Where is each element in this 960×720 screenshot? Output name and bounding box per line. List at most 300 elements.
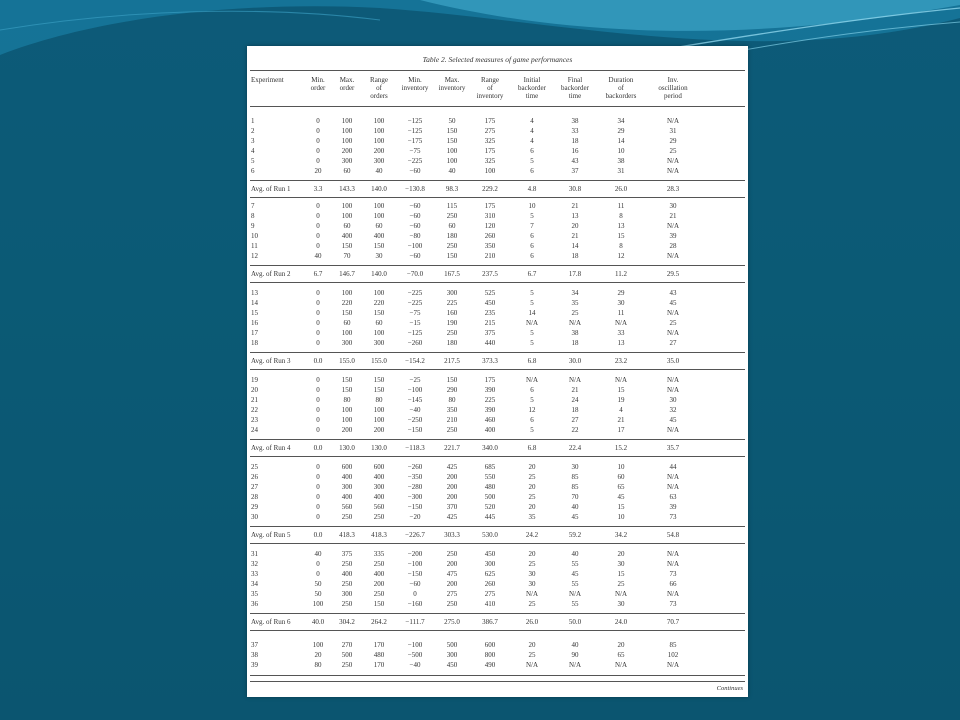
cell-inv-oscillation: 39 [669, 231, 677, 240]
cell-initial-backorder: 20 [528, 550, 536, 558]
cell-inv-oscillation: 21 [669, 211, 677, 220]
cell-min-inventory: −100 [407, 385, 423, 394]
cell-max-order: 400 [341, 472, 353, 481]
cell-min-inventory: −100 [407, 559, 423, 568]
cell-range-inventory: 390 [484, 385, 496, 394]
cell-final-backorder: 16 [571, 146, 579, 155]
cell-min-order: 0 [316, 211, 320, 220]
cell-inv-oscillation: 44 [669, 463, 677, 471]
cell-initial-backorder: 4 [530, 126, 534, 135]
cell-range-inventory: 685 [484, 463, 496, 471]
cell-range-orders: 150 [373, 308, 385, 317]
avg-min-order: 0.0 [313, 357, 323, 366]
cell-experiment: 27 [251, 482, 258, 491]
cell-range-orders: 150 [373, 241, 385, 250]
avg-final-backorder: 22.4 [568, 444, 582, 453]
cell-max-order: 250 [341, 660, 353, 669]
cell-duration-backorders: 25 [617, 579, 625, 588]
avg-rule [250, 456, 745, 457]
cell-duration-backorders: 19 [617, 395, 625, 404]
cell-experiment: 30 [251, 512, 258, 521]
cell-experiment: 36 [251, 599, 258, 608]
cell-max-inventory: 300 [446, 650, 458, 659]
cell-range-inventory: 450 [484, 298, 496, 307]
cell-min-inventory: −75 [409, 308, 421, 317]
cell-experiment: 4 [251, 146, 255, 155]
cell-experiment: 18 [251, 338, 258, 347]
cell-max-inventory: 200 [446, 579, 458, 588]
cell-final-backorder: 30 [571, 463, 579, 471]
col-header-min-order: Min. order [310, 76, 326, 93]
cell-final-backorder: 18 [571, 338, 579, 347]
cell-inv-oscillation: N/A [666, 550, 680, 558]
cell-initial-backorder: 6 [530, 231, 534, 240]
cell-final-backorder: 90 [571, 650, 579, 659]
cell-range-inventory: 400 [484, 425, 496, 434]
cell-inv-oscillation: N/A [666, 482, 680, 491]
cell-max-order: 560 [341, 502, 353, 511]
avg-max-inventory: 167.5 [444, 270, 460, 279]
cell-inv-oscillation: 25 [669, 146, 677, 155]
cell-min-inventory: −80 [409, 231, 421, 240]
cell-inv-oscillation: N/A [666, 660, 680, 669]
cell-final-backorder: 14 [571, 241, 579, 250]
cell-initial-backorder: 5 [530, 425, 534, 434]
cell-min-order: 0 [316, 415, 320, 424]
cell-final-backorder: 55 [571, 559, 579, 568]
cell-min-inventory: −300 [407, 492, 423, 501]
cell-range-orders: 100 [373, 202, 385, 210]
col-header-duration-backorders: Duration of backorders [605, 76, 637, 101]
cell-inv-oscillation: 66 [669, 579, 677, 588]
cell-range-inventory: 225 [484, 395, 496, 404]
cell-max-inventory: 40 [448, 166, 456, 175]
cell-range-orders: 300 [373, 482, 385, 491]
cell-max-order: 100 [341, 328, 353, 337]
cell-min-order: 100 [312, 599, 324, 608]
group-rule [250, 352, 745, 353]
avg-range-orders: 140.0 [371, 270, 387, 279]
cell-final-backorder: 35 [571, 298, 579, 307]
cell-final-backorder: N/A [568, 589, 582, 598]
cell-final-backorder: 24 [571, 395, 579, 404]
cell-inv-oscillation: 25 [669, 318, 677, 327]
cell-duration-backorders: N/A [614, 376, 628, 384]
cell-max-order: 400 [341, 231, 353, 240]
cell-duration-backorders: 11 [617, 202, 625, 210]
cell-max-order: 150 [341, 385, 353, 394]
cell-duration-backorders: 29 [617, 126, 625, 135]
cell-duration-backorders: 13 [617, 338, 625, 347]
cell-min-inventory: −225 [407, 289, 423, 297]
cell-final-backorder: 18 [571, 136, 579, 145]
cell-experiment: 5 [251, 156, 255, 165]
cell-initial-backorder: 5 [530, 328, 534, 337]
col-header-range-orders: Range of orders [370, 76, 388, 101]
cell-final-backorder: 20 [571, 221, 579, 230]
cell-max-order: 150 [341, 308, 353, 317]
cell-min-order: 0 [316, 318, 320, 327]
avg-rule [250, 630, 745, 631]
table-caption: Table 2. Selected measures of game performances [422, 55, 573, 64]
cell-min-order: 50 [314, 579, 322, 588]
cell-min-order: 0 [316, 482, 320, 491]
cell-inv-oscillation: 32 [669, 405, 677, 414]
cell-max-order: 100 [341, 117, 353, 125]
cell-max-order: 200 [341, 425, 353, 434]
avg-range-orders: 140.0 [371, 185, 387, 194]
cell-final-backorder: 22 [571, 425, 579, 434]
cell-experiment: 22 [251, 405, 258, 414]
cell-experiment: 13 [251, 289, 258, 297]
cell-range-inventory: 300 [484, 559, 496, 568]
cell-duration-backorders: 15 [617, 385, 625, 394]
cell-min-order: 0 [316, 126, 320, 135]
avg-rule [250, 197, 745, 198]
cell-experiment: 24 [251, 425, 258, 434]
cell-max-order: 100 [341, 211, 353, 220]
cell-inv-oscillation: N/A [666, 156, 680, 165]
cell-min-inventory: −60 [409, 202, 421, 210]
cell-min-order: 0 [316, 289, 320, 297]
cell-initial-backorder: N/A [525, 376, 539, 384]
cell-final-backorder: 25 [571, 308, 579, 317]
cell-max-inventory: 350 [446, 405, 458, 414]
cell-min-order: 0 [316, 156, 320, 165]
cell-max-inventory: 250 [446, 241, 458, 250]
cell-range-orders: 100 [373, 126, 385, 135]
avg-final-backorder: 30.0 [568, 357, 582, 366]
cell-range-orders: 100 [373, 328, 385, 337]
cell-min-order: 20 [314, 166, 322, 175]
cell-max-inventory: 250 [446, 550, 458, 558]
cell-max-order: 250 [341, 579, 353, 588]
cell-min-order: 0 [316, 231, 320, 240]
cell-range-orders: 250 [373, 589, 385, 598]
cell-min-inventory: −280 [407, 482, 423, 491]
cell-range-inventory: 260 [484, 579, 496, 588]
avg-duration-backorders: 24.0 [614, 618, 628, 627]
cell-range-orders: 150 [373, 599, 385, 608]
table-bottom-rule [250, 681, 745, 682]
cell-min-inventory: −145 [407, 395, 423, 404]
cell-initial-backorder: 12 [528, 405, 536, 414]
cell-experiment: 25 [251, 463, 258, 471]
avg-inv-oscillation: 70.7 [666, 618, 680, 627]
cell-duration-backorders: 34 [617, 117, 625, 125]
cell-final-backorder: 43 [571, 156, 579, 165]
cell-duration-backorders: 60 [617, 472, 625, 481]
cell-experiment: 11 [251, 241, 258, 250]
col-header-max-inventory: Max. inventory [438, 76, 466, 93]
cell-range-inventory: 520 [484, 502, 496, 511]
cell-range-orders: 100 [373, 289, 385, 297]
cell-max-order: 250 [341, 559, 353, 568]
cell-min-order: 0 [316, 202, 320, 210]
cell-inv-oscillation: 102 [667, 650, 679, 659]
cell-min-order: 0 [316, 512, 320, 521]
avg-duration-backorders: 26.0 [614, 185, 628, 194]
cell-min-order: 0 [316, 463, 320, 471]
avg-min-inventory: −130.8 [405, 185, 425, 194]
avg-duration-backorders: 23.2 [614, 357, 628, 366]
cell-min-inventory: −150 [407, 569, 423, 578]
cell-inv-oscillation: 30 [669, 395, 677, 404]
group-rule [250, 180, 745, 181]
avg-rule [250, 543, 745, 544]
cell-initial-backorder: 25 [528, 492, 536, 501]
avg-duration-backorders: 15.2 [614, 444, 628, 453]
cell-final-backorder: 21 [571, 385, 579, 394]
cell-max-inventory: 190 [446, 318, 458, 327]
cell-max-inventory: 250 [446, 211, 458, 220]
cell-experiment: 28 [251, 492, 258, 501]
cell-max-inventory: 100 [446, 156, 458, 165]
cell-duration-backorders: 8 [619, 241, 623, 250]
cell-max-order: 60 [343, 221, 351, 230]
cell-experiment: 6 [251, 166, 255, 175]
cell-range-orders: 80 [375, 395, 383, 404]
col-header-min-inventory: Min. inventory [401, 76, 429, 93]
cell-min-order: 0 [316, 117, 320, 125]
cell-duration-backorders: N/A [614, 318, 628, 327]
cell-range-orders: 600 [373, 463, 385, 471]
avg-max-inventory: 98.3 [445, 185, 459, 194]
cell-min-order: 0 [316, 502, 320, 511]
cell-min-inventory: −100 [407, 241, 423, 250]
cell-range-inventory: 325 [484, 156, 496, 165]
cell-final-backorder: 18 [571, 251, 579, 260]
avg-range-inventory: 530.0 [482, 531, 498, 540]
cell-max-inventory: 425 [446, 512, 458, 521]
cell-max-order: 60 [343, 318, 351, 327]
cell-inv-oscillation: N/A [666, 166, 680, 175]
avg-range-inventory: 237.5 [482, 270, 498, 279]
col-header-max-order: Max. order [339, 76, 355, 93]
avg-row-label: Avg. of Run 3 [251, 357, 291, 366]
col-header-range-inventory: Range of inventory [476, 76, 504, 101]
cell-range-inventory: 800 [484, 650, 496, 659]
cell-inv-oscillation: 29 [669, 136, 677, 145]
cell-initial-backorder: 4 [530, 117, 534, 125]
cell-range-inventory: 480 [484, 482, 496, 491]
cell-duration-backorders: 21 [617, 415, 625, 424]
cell-min-inventory: −200 [407, 550, 423, 558]
cell-max-inventory: 50 [448, 117, 456, 125]
cell-range-orders: 30 [375, 251, 383, 260]
avg-initial-backorder: 24.2 [525, 531, 539, 540]
cell-min-order: 0 [316, 298, 320, 307]
cell-max-order: 400 [341, 569, 353, 578]
cell-experiment: 8 [251, 211, 255, 220]
avg-min-inventory: −154.2 [405, 357, 425, 366]
cell-initial-backorder: 5 [530, 338, 534, 347]
cell-range-orders: 60 [375, 221, 383, 230]
cell-max-order: 300 [341, 338, 353, 347]
avg-row-label: Avg. of Run 2 [251, 270, 291, 279]
cell-experiment: 39 [251, 660, 258, 669]
cell-range-inventory: 235 [484, 308, 496, 317]
cell-experiment: 7 [251, 202, 255, 210]
cell-max-order: 375 [341, 550, 353, 558]
cell-final-backorder: N/A [568, 660, 582, 669]
cell-experiment: 20 [251, 385, 258, 394]
avg-max-inventory: 221.7 [444, 444, 460, 453]
cell-min-inventory: −15 [409, 318, 421, 327]
cell-min-order: 0 [316, 146, 320, 155]
cell-range-inventory: 375 [484, 328, 496, 337]
cell-duration-backorders: 10 [617, 146, 625, 155]
cell-duration-backorders: 11 [617, 308, 625, 317]
cell-min-inventory: −100 [407, 641, 423, 649]
cell-initial-backorder: 25 [528, 599, 536, 608]
header-top-rule [250, 70, 745, 71]
avg-inv-oscillation: 35.7 [666, 444, 680, 453]
cell-max-inventory: 425 [446, 463, 458, 471]
cell-range-inventory: 500 [484, 492, 496, 501]
cell-max-inventory: 275 [446, 589, 458, 598]
avg-initial-backorder: 6.7 [527, 270, 537, 279]
cell-range-orders: 60 [375, 318, 383, 327]
avg-min-inventory: −118.3 [405, 444, 425, 453]
cell-range-orders: 200 [373, 425, 385, 434]
col-header-final-backorder: Final backorder time [561, 76, 589, 101]
cell-max-inventory: 100 [446, 146, 458, 155]
header-bottom-rule [250, 106, 745, 107]
cell-initial-backorder: 20 [528, 641, 536, 649]
cell-initial-backorder: 5 [530, 289, 534, 297]
cell-final-backorder: 38 [571, 117, 579, 125]
cell-min-inventory: 0 [413, 589, 417, 598]
cell-initial-backorder: 6 [530, 166, 534, 175]
cell-max-order: 200 [341, 146, 353, 155]
cell-min-order: 0 [316, 241, 320, 250]
avg-max-inventory: 275.0 [444, 618, 460, 627]
cell-range-inventory: 100 [484, 166, 496, 175]
avg-final-backorder: 50.0 [568, 618, 582, 627]
cell-initial-backorder: 25 [528, 472, 536, 481]
avg-max-order: 155.0 [339, 357, 355, 366]
cell-min-inventory: −125 [407, 117, 423, 125]
avg-max-order: 143.3 [339, 185, 355, 194]
avg-range-orders: 418.3 [371, 531, 387, 540]
cell-range-inventory: 440 [484, 338, 496, 347]
avg-range-inventory: 373.3 [482, 357, 498, 366]
cell-max-inventory: 210 [446, 415, 458, 424]
cell-max-inventory: 150 [446, 251, 458, 260]
cell-max-inventory: 200 [446, 482, 458, 491]
cell-inv-oscillation: 63 [669, 492, 677, 501]
cell-inv-oscillation: 27 [669, 338, 677, 347]
cell-range-orders: 480 [373, 650, 385, 659]
cell-experiment: 17 [251, 328, 258, 337]
cell-inv-oscillation: N/A [666, 425, 680, 434]
cell-inv-oscillation: N/A [666, 559, 680, 568]
cell-duration-backorders: 14 [617, 136, 625, 145]
cell-inv-oscillation: 45 [669, 415, 677, 424]
avg-row-label: Avg. of Run 6 [251, 618, 291, 627]
cell-max-inventory: 115 [446, 202, 458, 210]
avg-duration-backorders: 34.2 [614, 531, 628, 540]
avg-inv-oscillation: 54.8 [666, 531, 680, 540]
cell-max-inventory: 250 [446, 328, 458, 337]
cell-duration-backorders: 38 [617, 156, 625, 165]
cell-initial-backorder: 7 [530, 221, 534, 230]
cell-final-backorder: 85 [571, 472, 579, 481]
cell-initial-backorder: 25 [528, 650, 536, 659]
cell-min-order: 40 [314, 251, 322, 260]
cell-max-inventory: 450 [446, 660, 458, 669]
cell-max-order: 100 [341, 415, 353, 424]
cell-experiment: 10 [251, 231, 258, 240]
cell-initial-backorder: 5 [530, 156, 534, 165]
cell-duration-backorders: 30 [617, 298, 625, 307]
cell-min-order: 100 [312, 641, 324, 649]
cell-range-orders: 400 [373, 231, 385, 240]
cell-final-backorder: 45 [571, 512, 579, 521]
cell-range-inventory: 210 [484, 251, 496, 260]
cell-max-order: 100 [341, 126, 353, 135]
cell-range-orders: 200 [373, 579, 385, 588]
cell-min-inventory: −150 [407, 425, 423, 434]
cell-duration-backorders: 33 [617, 328, 625, 337]
cell-min-inventory: −20 [409, 512, 421, 521]
cell-inv-oscillation: N/A [666, 472, 680, 481]
cell-range-orders: 150 [373, 385, 385, 394]
avg-range-inventory: 386.7 [482, 618, 498, 627]
cell-max-order: 500 [341, 650, 353, 659]
cell-final-backorder: 37 [571, 166, 579, 175]
avg-duration-backorders: 11.2 [615, 270, 627, 279]
cell-inv-oscillation: N/A [666, 376, 680, 384]
cell-duration-backorders: 65 [617, 650, 625, 659]
avg-min-order: 0.0 [313, 444, 323, 453]
avg-min-order: 6.7 [313, 270, 323, 279]
cell-min-inventory: −60 [409, 251, 421, 260]
cell-range-inventory: 450 [484, 550, 496, 558]
cell-min-inventory: −40 [409, 660, 421, 669]
cell-duration-backorders: 12 [617, 251, 625, 260]
cell-min-inventory: −40 [409, 405, 421, 414]
cell-max-inventory: 200 [446, 492, 458, 501]
cell-min-inventory: −260 [407, 338, 423, 347]
cell-initial-backorder: N/A [525, 589, 539, 598]
cell-range-orders: 250 [373, 559, 385, 568]
cell-max-order: 100 [341, 405, 353, 414]
cell-min-inventory: −125 [407, 328, 423, 337]
cell-range-orders: 220 [373, 298, 385, 307]
cell-min-inventory: −150 [407, 502, 423, 511]
cell-min-order: 20 [314, 650, 322, 659]
cell-inv-oscillation: N/A [666, 117, 680, 125]
cell-range-orders: 100 [373, 117, 385, 125]
cell-range-inventory: 525 [484, 289, 496, 297]
cell-initial-backorder: 35 [528, 512, 536, 521]
cell-min-inventory: −25 [409, 376, 421, 384]
cell-inv-oscillation: 45 [669, 298, 677, 307]
cell-inv-oscillation: N/A [666, 328, 680, 337]
cell-final-backorder: 85 [571, 482, 579, 491]
col-header-initial-backorder: Initial backorder time [518, 76, 546, 101]
cell-duration-backorders: 29 [617, 289, 625, 297]
cell-final-backorder: 38 [571, 328, 579, 337]
cell-range-inventory: 460 [484, 415, 496, 424]
cell-duration-backorders: 13 [617, 221, 625, 230]
cell-min-order: 0 [316, 328, 320, 337]
cell-range-orders: 170 [373, 641, 385, 649]
cell-max-inventory: 80 [448, 395, 456, 404]
cell-experiment: 16 [251, 318, 258, 327]
